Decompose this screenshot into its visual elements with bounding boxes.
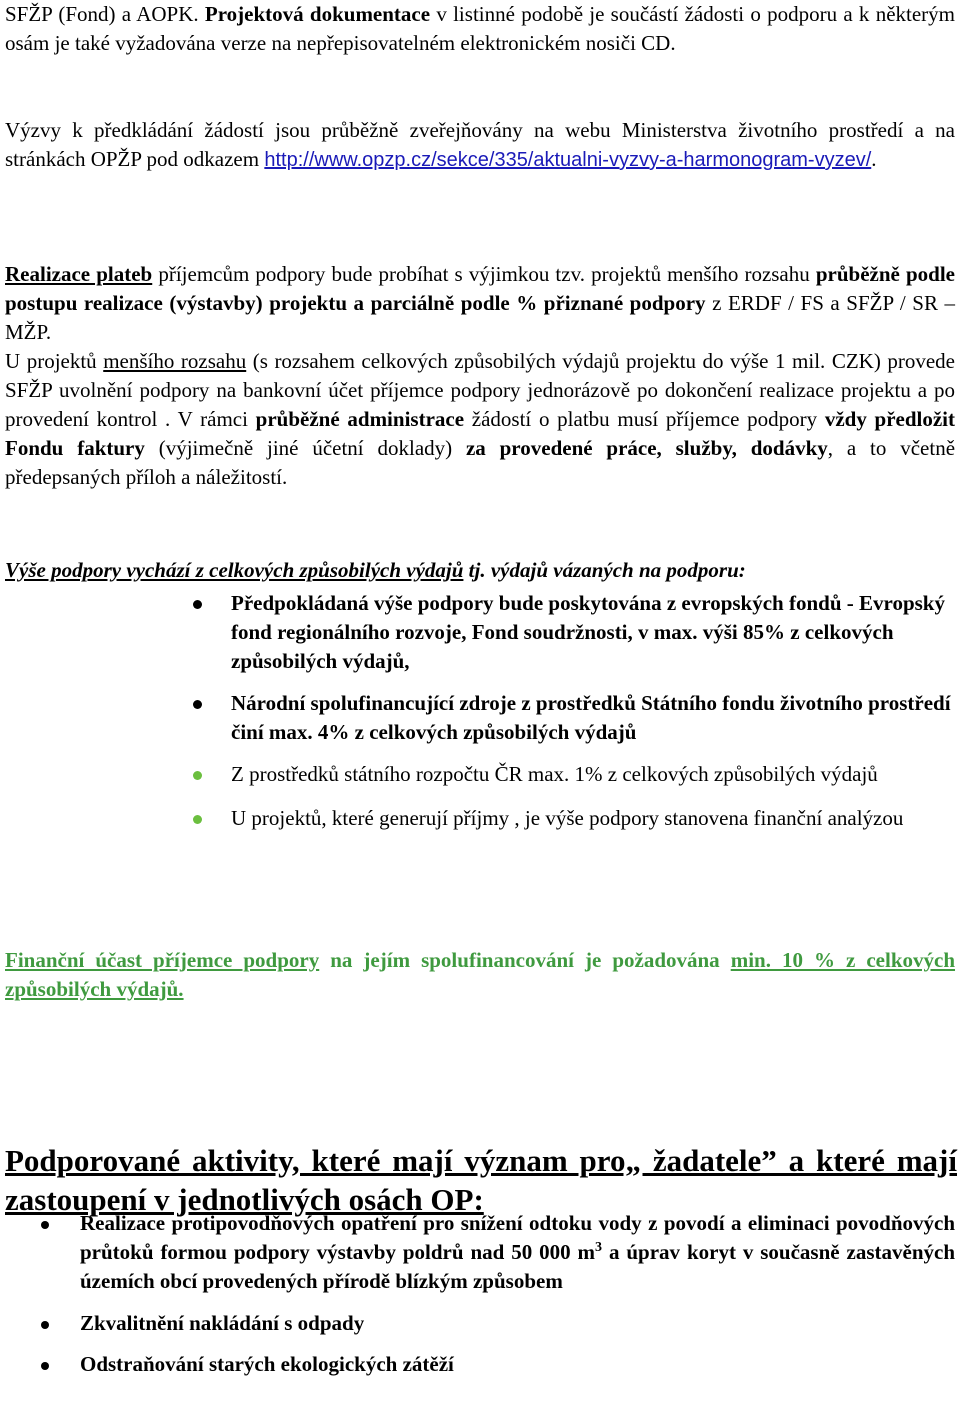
list-item [5,589,955,676]
text-segment: Výzvy k předkládání žádostí jsou průběžně zveřejňovány na webu Ministerstva životního prostředí a na stránkách OPŽP pod odkazem [5,118,955,171]
text-underlined: min. 10 % z celkových způsobilých výdajů. [5,948,956,1001]
activities-list [5,1209,955,1379]
text-segment: tj. výdajů vázaných na podporu: [463,558,746,582]
text-bold-segment: průběžně podle postupu realizace (výstavby) projektu a parciálně podle % přiznané podpory [5,262,955,315]
superscript: 3 [595,1240,603,1255]
list-item [5,1309,955,1338]
list-item-text: Předpokládaná výše podpory bude poskytována z evropských fondů - Evropský fond regionálního rozvoje, Fond soudržnosti, v max. výši 85% z celkových způsobilých výdajů, [231,591,945,673]
text-bold-segment: za provedené práce, služby, dodávky [465,436,828,460]
text-bold-segment: průběžné administrace [255,407,465,431]
paragraph-payments [5,260,955,492]
list-item [5,804,955,833]
text-underlined: menšího rozsahu [103,349,247,373]
paragraph-documentation [5,0,955,58]
bullet-dot-green-icon [193,771,202,780]
bullet-dot-icon [41,1221,49,1229]
text-segment: (s rozsahem celkových způsobilých výdajů projektu do výše 1 mil. CZK) provede SFŽP uvolnění podpory na bankovní účet příjemce podpory jednorázově po dokončení realizace projektu a po provedení kontrol . V rámci [5,349,955,431]
list-item [5,1209,955,1296]
list-item-text: Z prostředků státního rozpočtu ČR max. 1% z celkových způsobilých výdajů [231,762,878,786]
text-segment: příjemcům podpory bude probíhat s výjimkou tzv. projektů menšího rozsahu [152,262,816,286]
text-bold-segment: vždy předložit Fondu faktury [5,407,956,460]
list-item [5,1350,955,1379]
list-item-text: Národní spolufinancující zdroje z prostředků Státního fondu životního prostředí činí max. 4% z celkových způsobilých výdajů [231,691,951,744]
text-segment: . [871,147,877,171]
text-segment: na jejím spolufinancování je požadována [319,948,731,972]
list-item-text: Odstraňování starých ekologických zátěží [80,1352,454,1376]
bullet-dot-green-icon [193,815,202,824]
text-segment: žádostí o platbu musí příjemce podpory [464,407,825,431]
list-item [5,760,955,789]
text-segment: z ERDF / FS a SFŽP / SR – MŽP. [5,291,955,344]
text-segment: , a to včetně předepsaných příloh a náležitostí. [5,436,956,489]
text-segment: U projektů [5,349,104,373]
support-level-intro [5,558,955,583]
text-underlined: Finanční účast příjemce podpory [5,948,320,972]
supported-activities-heading: Podporované aktivity, které mají význam pro„ žadatele” a které mají zastoupení v jednotlivých osách OP: [5,1142,957,1217]
list-item-text: Realizace protipovodňových opatření pro snížení odtoku vody z povodí a eliminaci povodňových průtoků formou podpory výstavby poldrů nad 50 000 m [80,1211,955,1264]
text-underlined: Výše podpory vychází z celkových způsobilých výdajů [5,558,464,582]
opzp-link[interactable]: http://www.opzp.cz/sekce/335/aktualni-vyzvy-a-harmonogram-vyzev/ [264,149,872,171]
support-list [5,589,955,833]
text-segment: SFŽP (Fond) a AOPK. [5,2,205,26]
paragraph-calls [5,116,955,175]
list-item [5,689,955,747]
bullet-dot-icon [193,600,202,609]
bullet-dot-icon [41,1321,49,1329]
text-segment: (výjimečně jiné účetní doklady) [144,436,466,460]
list-item-text: Zkvalitnění nakládání s odpady [80,1311,365,1335]
payments-heading: Realizace plateb [5,262,153,286]
text-bold-segment: Projektová dokumentace [204,2,431,26]
bullet-dot-icon [193,700,202,709]
co-financing-note [5,946,955,1004]
bullet-dot-icon [41,1362,49,1370]
list-item-text: U projektů, které generují příjmy , je výše podpory stanovena finanční analýzou [231,806,904,830]
list-item-text: a úprav koryt v současně zastavěných územích obcí provedených přírodě blízkým způsobem [80,1240,956,1293]
text-segment: v listinné podobě je součástí žádosti o podporu a k některým osám je také vyžadována verze na nepřepisovatelném elektronickém nosiči CD. [5,2,955,55]
